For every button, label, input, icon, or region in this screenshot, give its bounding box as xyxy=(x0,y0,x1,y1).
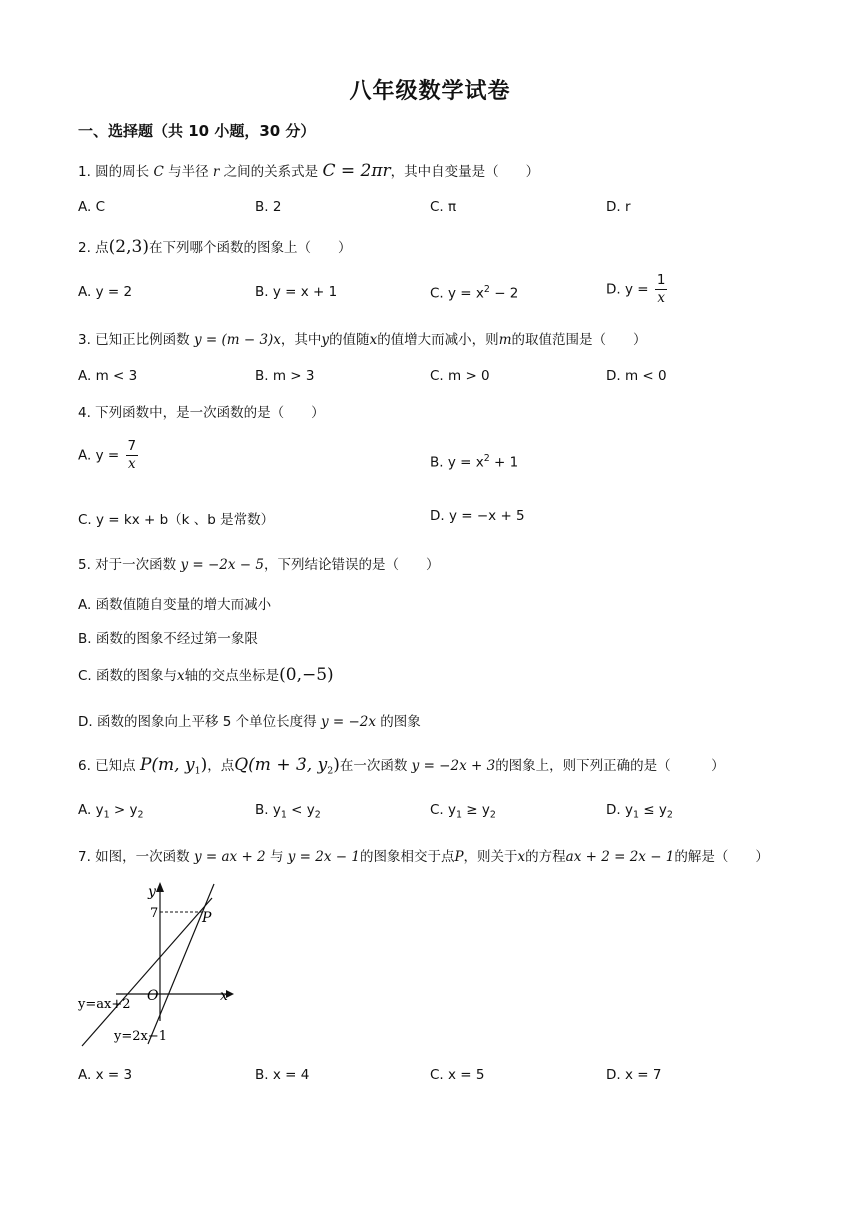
function-graph-figure xyxy=(76,876,246,1048)
option-c: C. x = 5 xyxy=(430,1067,485,1083)
option-a: A. m < 3 xyxy=(78,368,138,384)
option-b: B. $y_1 < y_2$ xyxy=(255,802,321,821)
question-1-stem: 1. 圆的周长 C 与半径 r 之间的关系式是 C = 2πr，其中自变量是（ ） xyxy=(78,161,540,181)
label-line2: y=2x−1 xyxy=(114,1029,168,1044)
option-c: C. $y = x^2 - 2$ xyxy=(430,284,519,302)
formula: y = (m − 3)x xyxy=(193,332,281,348)
option-b: B. $y = x^2 + 1$ xyxy=(430,453,519,471)
option-c: C. m > 0 xyxy=(430,368,490,384)
formula: y = −2x + 3 xyxy=(411,758,496,774)
question-3-stem: 3. 已知正比例函数 y = (m − 3)x，其中y的值随x的值增大而减小，则m的取值范围是（ ） xyxy=(78,332,647,348)
option-d: D. 函数的图象向上平移 5 个单位长度得 y = −2x 的图象 xyxy=(78,714,421,730)
label-x: x xyxy=(220,988,228,1004)
line-y-ax-plus-2 xyxy=(82,898,212,1046)
question-4-stem: 4. 下列函数中，是一次函数的是（ ） xyxy=(78,405,325,421)
option-b: B. 函数的图象不经过第一象限 xyxy=(78,631,258,647)
formula: C = 2πr xyxy=(322,161,391,181)
label-p: P xyxy=(202,910,212,926)
option-a: A. 函数值随自变量的增大而减小 xyxy=(78,597,272,613)
option-d: D. y = $\frac{1}{x}$ xyxy=(606,272,666,306)
page-title: 八年级数学试卷 xyxy=(349,79,511,104)
option-d: D. m < 0 xyxy=(606,368,667,384)
formula: y = −2x − 5 xyxy=(180,557,264,573)
label-y: y xyxy=(148,884,156,900)
option-d: D. r xyxy=(606,199,631,215)
option-d: D. y = −x + 5 xyxy=(430,508,525,524)
option-d: D. $y_1 \le y_2$ xyxy=(606,802,673,821)
option-a: A. y = $\frac{7}{x}$ xyxy=(78,438,137,472)
question-2-stem: 2. 点(2,3)在下列哪个函数的图象上（ ） xyxy=(78,237,352,257)
option-a: A. C xyxy=(78,199,106,215)
option-b: B. m > 3 xyxy=(255,368,315,384)
label-line1: y=ax+2 xyxy=(78,997,131,1012)
option-d: D. x = 7 xyxy=(606,1067,662,1083)
question-6-stem: 6. 已知点 P(m, $y_1$)，点Q(m + 3, $y_2$)在一次函数 y = −2x + 3的图象上，则下列正确的是（ ） xyxy=(78,755,725,777)
option-b: B. 2 xyxy=(255,199,282,215)
option-c: C. 函数的图象与x轴的交点坐标是(0,−5) xyxy=(78,665,334,685)
option-a: A. $y_1 > y_2$ xyxy=(78,802,144,821)
option-a: A. y = 2 xyxy=(78,284,133,300)
label-origin: O xyxy=(147,988,159,1004)
option-b: B. x = 4 xyxy=(255,1067,310,1083)
section-heading: 一、选择题（共 10 小题，30 分） xyxy=(78,122,316,140)
option-c: C. π xyxy=(430,199,457,215)
y-axis-arrow xyxy=(156,882,164,892)
label-seven: 7 xyxy=(150,906,159,921)
option-a: A. x = 3 xyxy=(78,1067,133,1083)
option-c: C. $y_1 \ge y_2$ xyxy=(430,802,496,821)
option-c: C. y = kx + b（k 、b 是常数） xyxy=(78,512,275,528)
question-5-stem: 5. 对于一次函数 y = −2x − 5，下列结论错误的是（ ） xyxy=(78,557,440,573)
option-b: B. y = x + 1 xyxy=(255,284,338,300)
question-7-stem: 7. 如图，一次函数 y = ax + 2 与 y = 2x − 1的图象相交于点P，则关于x的方程ax + 2 = 2x − 1的解是（ ） xyxy=(78,849,769,865)
